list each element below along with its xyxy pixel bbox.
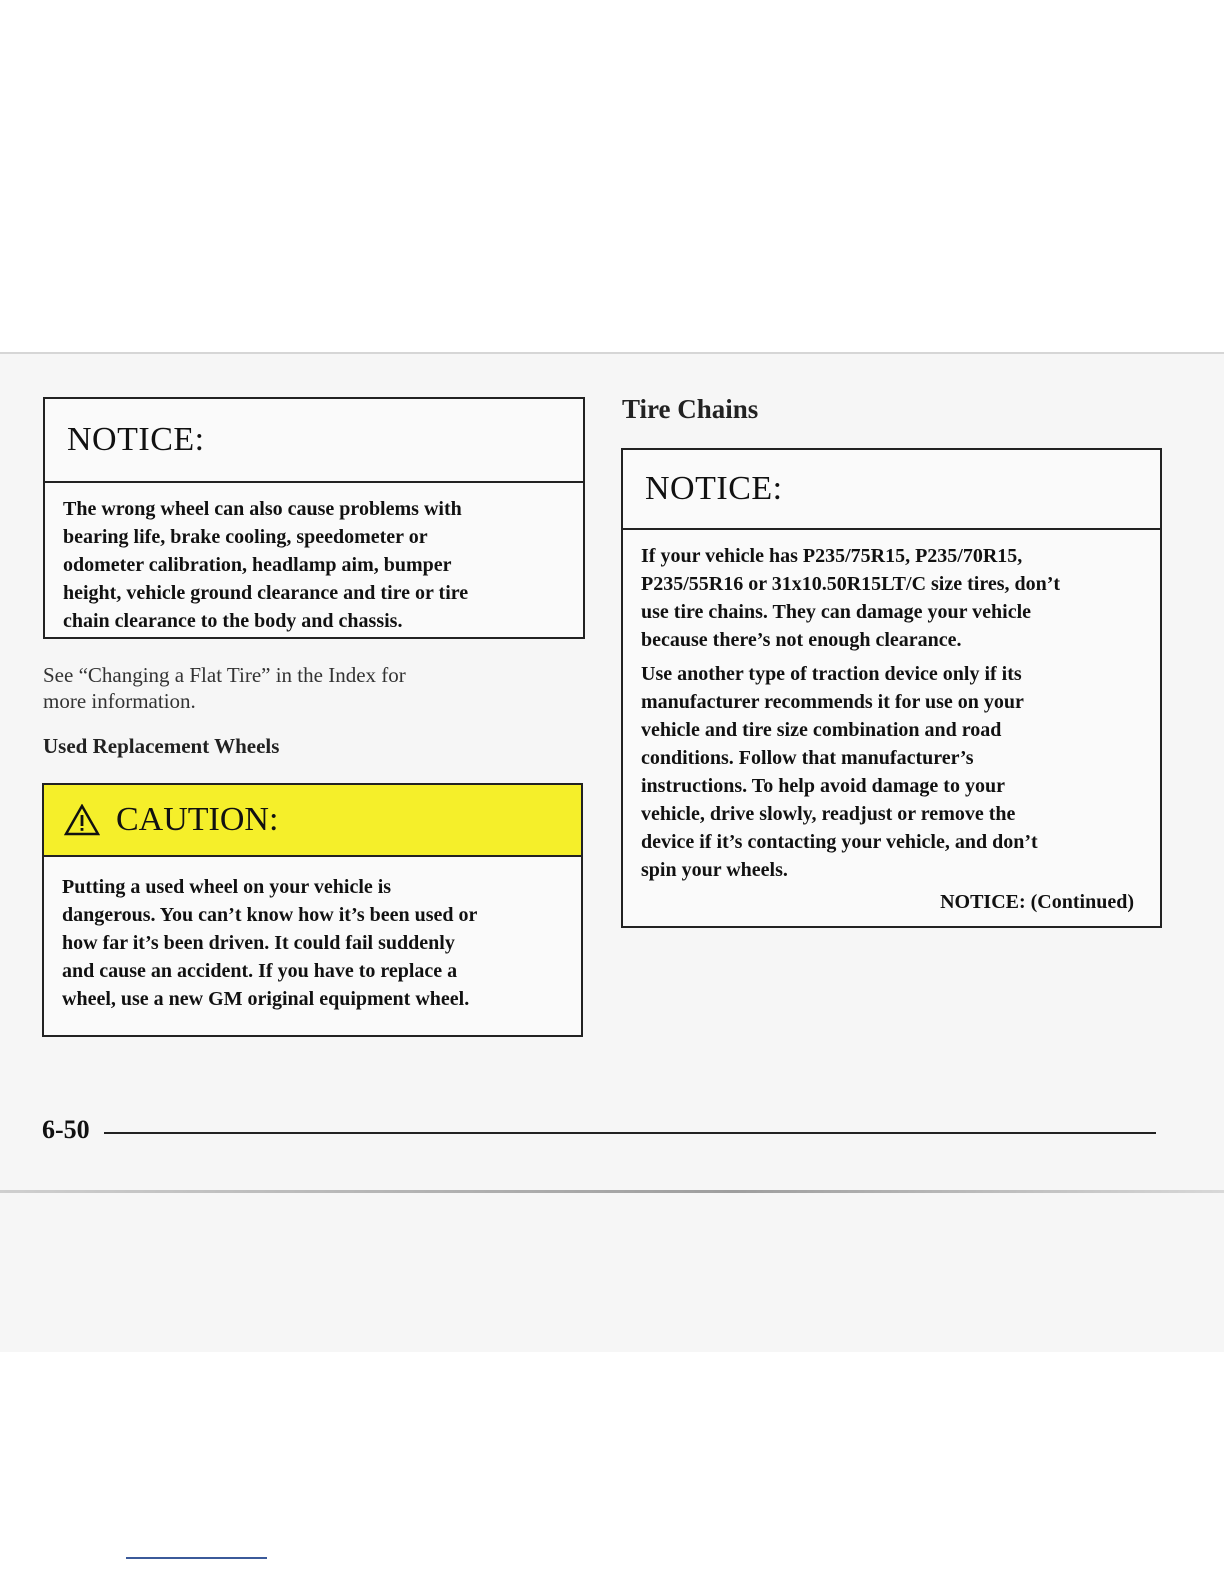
text-line: See “Changing a Flat Tire” in the Index for	[43, 663, 406, 687]
text-line: Use another type of traction device only if its	[641, 663, 1022, 685]
text-line: The wrong wheel can also cause problems with	[63, 498, 462, 520]
text-line: wheel, use a new GM original equipment wheel.	[62, 988, 470, 1010]
used-replacement-wheels-heading: Used Replacement Wheels	[43, 734, 280, 758]
bottom-rule	[0, 1190, 1224, 1193]
left-notice-box	[43, 397, 585, 639]
text-line: conditions. Follow that manufacturer’s	[641, 747, 974, 769]
text-line: vehicle and tire size combination and road	[641, 719, 1002, 741]
text-line: device if it’s contacting your vehicle, and don’t	[641, 831, 1038, 853]
text-line: how far it’s been driven. It could fail suddenly	[62, 932, 455, 954]
tire-chains-title: Tire Chains	[622, 394, 759, 424]
text-line: odometer calibration, headlamp aim, bumper	[63, 554, 452, 576]
continued-note: NOTICE: (Continued)	[940, 891, 1134, 913]
text-line: spin your wheels.	[641, 859, 788, 881]
text-line: Putting a used wheel on your vehicle is	[62, 876, 392, 898]
see-also-text	[43, 662, 583, 714]
caution-header	[44, 785, 581, 857]
scan-artifact-line	[126, 1557, 267, 1559]
text-line: vehicle, drive slowly, readjust or remove the	[641, 803, 1016, 825]
text-line: dangerous. You can’t know how it’s been used or	[62, 904, 478, 926]
notice-body	[45, 483, 583, 635]
text-line: and cause an accident. If you have to replace a	[62, 960, 458, 982]
footer-rule	[104, 1132, 1156, 1134]
text-line: bearing life, brake cooling, speedometer or	[63, 526, 428, 548]
caution-body	[44, 857, 581, 1013]
notice-heading: NOTICE:	[45, 399, 583, 483]
text-line: instructions. To help avoid damage to your	[641, 775, 1005, 797]
tire-chains-notice-box	[621, 448, 1162, 928]
page-number: 6-50	[42, 1115, 90, 1144]
notice-body	[623, 530, 1160, 916]
text-line: manufacturer recommends it for use on your	[641, 691, 1024, 713]
notice-heading: NOTICE:	[623, 450, 1160, 530]
caution-heading: CAUTION:	[116, 801, 279, 838]
text-line: more information.	[43, 689, 196, 713]
warning-triangle-icon	[64, 804, 100, 836]
text-line: height, vehicle ground clearance and tire or tire	[63, 582, 469, 604]
text-line: use tire chains. They can damage your vehicle	[641, 601, 1031, 623]
text-line: because there’s not enough clearance.	[641, 629, 962, 651]
text-line: P235/55R16 or 31x10.50R15LT/C size tires, don’t	[641, 573, 1061, 595]
text-line: If your vehicle has P235/75R15, P235/70R15,	[641, 545, 1023, 567]
text-line: chain clearance to the body and chassis.	[63, 610, 403, 632]
caution-box	[42, 783, 583, 1037]
